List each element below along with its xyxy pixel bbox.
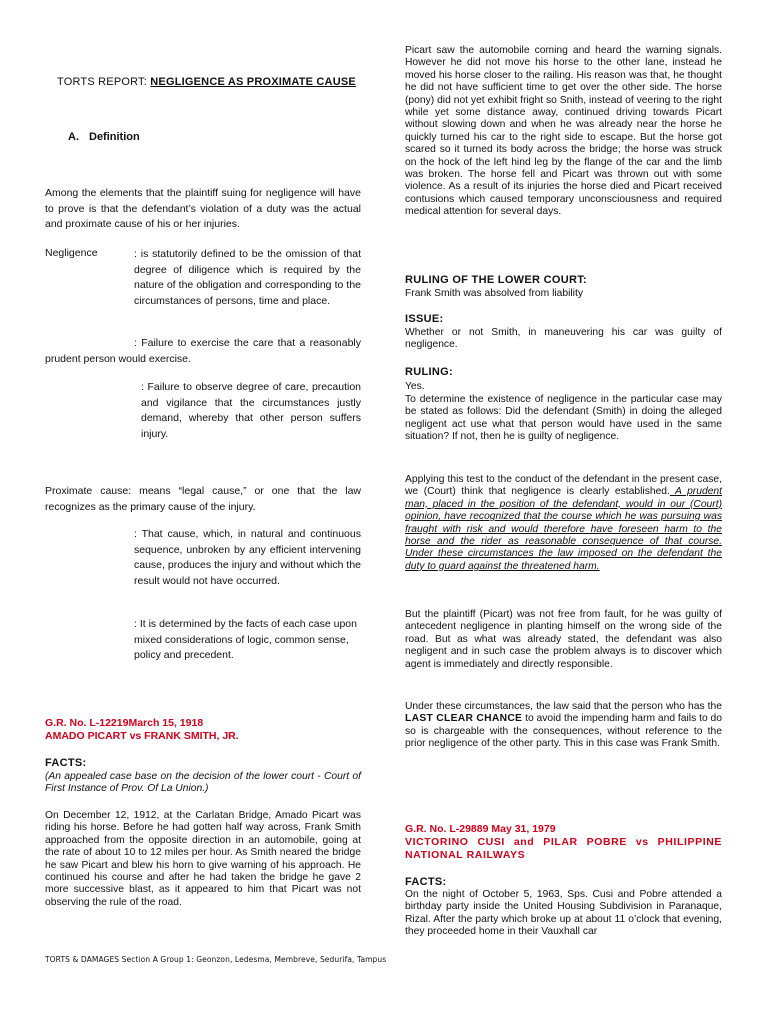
ruling-application-text: Applying this test to the conduct of the defendant in the present case, we (Court) think that negligence is clearly established.	[405, 474, 722, 498]
proximate-definition-1: : That cause, which, in natural and continuous sequence, unbroken by any efficient intervening cause, produces the injury and without which the result would not have occurred.	[134, 528, 361, 587]
case1-appeal-note: (An appealed case base on the decision of the lower court - Court of First Instance of Prov. Of La Union.)	[45, 771, 361, 795]
case2-facts-paragraph: On the night of October 5, 1963, Sps. Cusi and Pobre attended a birthday party inside the United Housing Subdivision in Paranaque, Rizal. After the party which broke up at about 11 o’clock that evening, they proceeded home in their Vauxhall car	[405, 889, 722, 938]
issue-text: Whether or not Smith, in maneuvering his car was guilty of negligence.	[405, 327, 722, 351]
case1-facts-paragraph-1: On December 12, 1912, at the Carlatan Bridge, Amado Picart was riding his horse. Before he had gotten half way across, Frank Smith approached from the opposite direction in an automobile, going at the rate of about 10 to 12 miles per hour. As Smith neared the bridge he saw Picart and blew his horn to give warning of his approach. He continued his course and after he had taken the bridge he gave 2 more successive blast, as it appeared to him that Picart was not observing the rule of the road.	[45, 810, 361, 908]
negligence-label: Negligence	[45, 247, 98, 259]
report-title-main: NEGLIGENCE AS PROXIMATE CAUSE	[150, 76, 356, 88]
proximate-definition-2: : It is determined by the facts of each case upon mixed considerations of logic, common sense, policy and precedent.	[134, 618, 357, 662]
section-a-title: Definition	[89, 131, 140, 143]
ruling-plaintiff-paragraph: But the plaintiff (Picart) was not free from fault, for he was guilty of antecedent negligence in planting himself on the wrong side of the road. But as what was already stated, the defendant was also negligent and in such case the problem always is to discover which agent is immediately and directly responsible.	[405, 609, 722, 670]
case1-heading	[45, 717, 361, 743]
case1-facts-label: FACTS:	[45, 757, 87, 769]
case2-heading	[405, 823, 722, 862]
lower-court-text: Frank Smith was absolved from liability	[405, 288, 583, 299]
negligence-definition-3: : Failure to observe degree of care, precaution and vigilance that the circumstances justly demand, whereby that other person suffers injury.	[141, 381, 361, 440]
report-title	[57, 76, 356, 88]
page-footer: TORTS & DAMAGES Section A Group 1: Geonzon, Ledesma, Membreve, Sedurifa, Tampus	[45, 955, 387, 964]
ruling-application-quote: A prudent man, placed in the position of the defendant, would in our (Court) opinion, have recognized that the course which he was pursuing was fraught with risk and would therefore have foreseen harm to the horse and the rider as reasonable consequence of that course. Under these circumstances the law imposed on the defendant the duty to guard against the threatened harm.	[405, 486, 723, 572]
last-clear-chance-pre: Under these circumstances, the law said that the person who has the	[405, 701, 722, 712]
last-clear-chance-post: to avoid the impending harm and fails to do so is chargeable with the consequences, without reference to the prior negligence of the other party. This in this case was Frank Smith.	[405, 713, 723, 750]
intro-paragraph: Among the elements that the plaintiff suing for negligence will have to prove is that the defendant’s violation of a duty was the actual and proximate cause of his or her injuries.	[45, 187, 361, 231]
section-a-heading	[68, 131, 140, 143]
negligence-definition-2: : Failure to exercise the care that a reasonably prudent person would exercise.	[45, 337, 361, 365]
case1-facts-paragraph-2: Picart saw the automobile coming and heard the warning signals. However he did not move his horse to the other lane, instead he moved his horse closer to the railing. His reason was that, he thought he did not have sufficient time to get over the other side. The horse (pony) did not yet exhibit fright so Snith, instead of veering to the right while yet some distance away, continued driving towards Picart without slowing down and when he was already near the horse he quickly turned his car to the right side to escape. But the horse got scared so it turned its body across the bridge; the horse was struck on the hock of the left hind leg by the flange of the car and the limb was broken. The horse fell and Picart was thrown out with some violence. As a result of its injuries the horse died and Picart received contusions which caused temporary unconsciousness and required medical attention for several days.	[405, 45, 722, 218]
case1-parties: AMADO PICART vs FRANK SMITH, JR.	[45, 730, 239, 742]
ruling-application-paragraph	[405, 474, 722, 573]
ruling-label: RULING:	[405, 366, 453, 378]
last-clear-chance-paragraph	[405, 701, 722, 751]
ruling-test-paragraph: To determine the existence of negligence in the particular case may be stated as follows: Did the defendant (Smith) in doing the alleged negligent act use what that person would have used in the same situation? If not, then he is guilty of negligence.	[405, 394, 722, 443]
case2-parties: VICTORINO CUSI and PILAR POBRE vs PHILIPPINE NATIONAL RAILWAYS	[405, 836, 722, 861]
case2-facts-label: FACTS:	[405, 876, 447, 888]
negligence-definition-1: : is statutorily defined to be the omission of that degree of diligence which is required by the nature of the obligation and corresponding to the circumstances of persons, time and place.	[134, 248, 361, 307]
issue-label: ISSUE:	[405, 313, 444, 325]
ruling-yes: Yes.	[405, 381, 425, 392]
last-clear-chance-term: LAST CLEAR CHANCE	[405, 713, 523, 725]
lower-court-label: RULING OF THE LOWER COURT:	[405, 274, 587, 286]
report-title-prefix: TORTS REPORT:	[57, 76, 151, 88]
case2-gr-number: G.R. No. L-29889 May 31, 1979	[405, 823, 556, 835]
case1-gr-number: G.R. No. L-12219March 15, 1918	[45, 717, 204, 729]
section-a-number: A.	[68, 131, 79, 143]
proximate-cause-intro: Proximate cause: means “legal cause,” or one that the law recognizes as the primary cause of the injury.	[45, 485, 361, 513]
